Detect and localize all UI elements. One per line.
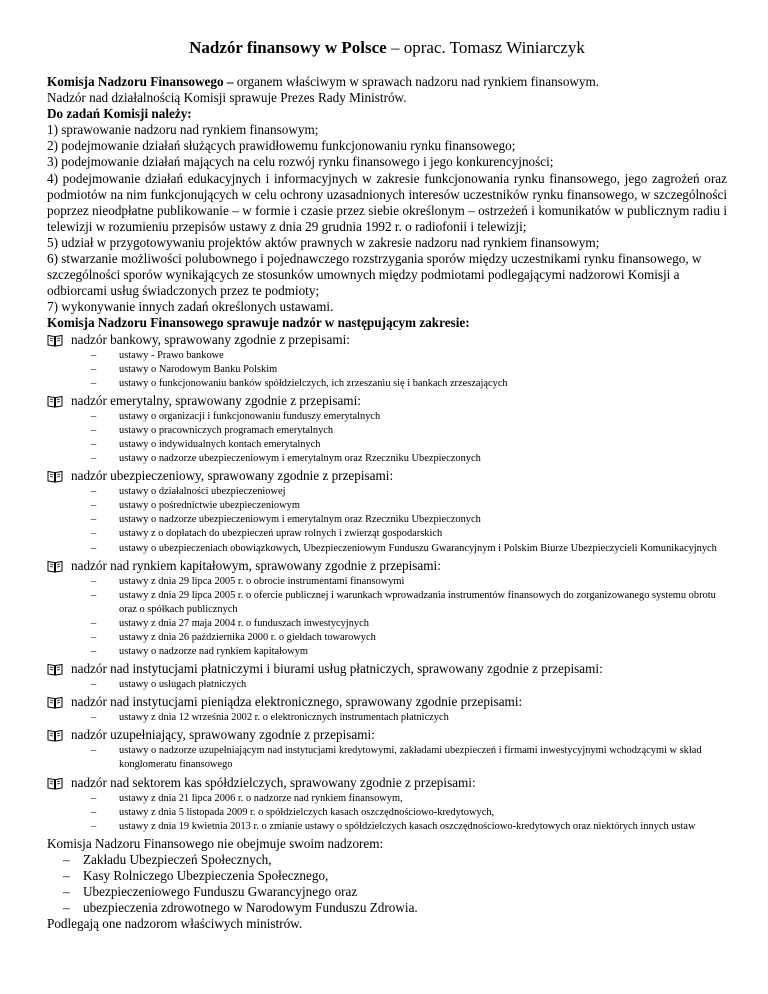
dash-bullet: – (91, 589, 97, 601)
page-title (47, 38, 727, 58)
dash-bullet: – (91, 632, 97, 643)
statute-text: ustawy o indywidualnych kontach emerytalnych (119, 438, 321, 450)
category-label: nadzór emerytalny, sprawowany zgodnie z przepisami: (71, 392, 361, 408)
statute-item (47, 499, 727, 513)
supervision-category (47, 558, 727, 660)
statute-item (47, 744, 727, 772)
exclusions-list (47, 852, 727, 916)
dash-bullet: – (91, 363, 97, 375)
statute-text: ustawy o nadzorze ubezpieczeniowym i emerytalnym oraz Rzeczniku Ubezpieczonych (119, 514, 481, 526)
statute-item (47, 678, 727, 692)
statute-list (47, 792, 727, 834)
category-heading (47, 727, 727, 743)
book-icon (47, 777, 63, 790)
statute-text: ustawy z dnia 19 kwietnia 2013 r. o zmianie ustawy o spółdzielczych kasach oszczędnościowo-kredytowych oraz niektórych innych ustaw (119, 820, 696, 832)
statute-text: ustawy z dnia 29 lipca 2005 r. o ofercie publicznej i warunkach wprowadzania instrumentów finansowych do zorganizowanego systemu obrotu oraz o spółkach publicznych (119, 589, 716, 615)
supervision-category (47, 694, 727, 725)
statute-text: ustawy o funkcjonowaniu banków spółdzielczych, ich zrzeszaniu się i bankach zrzeszających (119, 377, 508, 389)
statute-text: ustawy z dnia 12 września 2002 r. o elektronicznych instrumentach płatniczych (119, 712, 449, 724)
dash-bullet: – (91, 617, 97, 629)
task-item: 2) podejmowanie działań służących prawidłowemu funkcjonowaniu rynku finansowego; (47, 138, 516, 154)
title-author: – oprac. Tomasz Winiarczyk (386, 38, 585, 57)
statute-item (47, 575, 727, 589)
category-heading (47, 775, 727, 791)
book-icon (47, 470, 63, 483)
statute-list (47, 410, 727, 466)
supervision-category (47, 332, 727, 391)
dash-bullet: – (91, 792, 97, 804)
statute-text: ustawy z dnia 21 lipca 2006 r. o nadzorze nad rynkiem finansowym, (119, 792, 403, 804)
statute-text: ustawy o nadzorze uzupełniającym nad instytucjami kredytowymi, zakładami ubezpieczeń i firmami inwestycyjnymi wchodzącymi w skład konglomeratu finansowego (119, 745, 702, 771)
title-main: Nadzór finansowy w Polsce (189, 38, 387, 57)
statute-text: ustawy o pracowniczych programach emerytalnych (119, 424, 334, 436)
dash-bullet: – (91, 514, 97, 526)
statute-text: ustawy o pośrednictwie ubezpieczeniowym (119, 500, 300, 512)
exclusion-text: Ubezpieczeniowego Funduszu Gwarancyjnego oraz (83, 884, 358, 900)
category-label: nadzór nad sektorem kas spółdzielczych, sprawowany zgodnie z przepisami: (71, 774, 476, 790)
dash-bullet: – (91, 820, 97, 832)
statute-item (47, 527, 727, 541)
dash-bullet: – (91, 453, 97, 465)
supervision-category (47, 393, 727, 466)
book-icon (47, 729, 63, 742)
exclusions-heading: Komisja Nadzoru Finansowego nie obejmuje swoim nadzorem: (47, 835, 384, 851)
dash-bullet: – (91, 806, 97, 818)
exclusion-item (47, 868, 727, 884)
statute-text: ustawy z dnia 29 lipca 2005 r. o obrocie instrumentami finansowymi (119, 575, 405, 587)
statute-text: ustawy o ubezpieczeniach obowiązkowych, Ubezpieczeniowym Funduszu Gwarancyjnym i Polskim Biurze Ubezpieczycieli Komunikacyjnych (119, 542, 717, 554)
statute-item (47, 410, 727, 424)
statute-text: ustawy o działalności ubezpieczeniowej (119, 486, 286, 498)
dash-bullet: – (91, 438, 97, 450)
category-label: nadzór bankowy, sprawowany zgodnie z przepisami: (71, 331, 350, 347)
dash-bullet: – (91, 349, 97, 361)
dash-bullet: – (91, 575, 97, 587)
statute-item (47, 820, 727, 834)
dash-bullet: – (91, 377, 97, 389)
scope-heading: Komisja Nadzoru Finansowego sprawuje nadzór w następującym zakresie: (47, 315, 470, 331)
category-heading (47, 694, 727, 710)
statute-text: ustawy - Prawo bankowe (119, 349, 224, 361)
exclusion-text: Zakładu Ubezpieczeń Społecznych, (83, 851, 272, 867)
statute-text: ustawy o nadzorze ubezpieczeniowym i emerytalnym oraz Rzeczniku Ubezpieczonych (119, 453, 481, 465)
knf-term: Komisja Nadzoru Finansowego – (47, 74, 234, 89)
statute-list (47, 678, 727, 692)
dash-bullet: – (91, 410, 97, 422)
statute-list (47, 349, 727, 391)
statute-text: ustawy z o dopłatach do ubezpieczeń upraw rolnych i zwierząt gospodarskich (119, 528, 443, 540)
statute-item (47, 631, 727, 645)
statute-item (47, 617, 727, 631)
book-icon (47, 663, 63, 676)
exclusions-footer: Podlegają one nadzorom właściwych ministrów. (47, 916, 303, 932)
category-heading (47, 468, 727, 484)
task-item: 3) podejmowanie działań mających na celu rozwój rynku finansowego i jego konkurencyjności; (47, 154, 554, 170)
task-item: 1) sprawowanie nadzoru nad rynkiem finansowym; (47, 122, 319, 138)
exclusion-text: Kasy Rolniczego Ubezpieczenia Społecznego, (83, 868, 329, 884)
dash-bullet: – (91, 712, 97, 724)
statute-text: ustawy o Narodowym Banku Polskim (119, 363, 278, 375)
statute-item (47, 792, 727, 806)
supervision-category (47, 468, 727, 555)
task-item: 7) wykonywanie innych zadań określonych ustawami. (47, 299, 334, 315)
task-item: 5) udział w przygotowywaniu projektów aktów prawnych w zakresie nadzoru nad rynkiem finansowym; (47, 234, 600, 250)
book-icon (47, 696, 63, 709)
category-label: nadzór nad instytucjami pieniądza elektronicznego, sprawowany zgodnie przepisami: (71, 694, 523, 710)
dash-bullet: – (63, 868, 70, 884)
statute-item (47, 438, 727, 452)
statute-list (47, 485, 727, 555)
statute-item (47, 363, 727, 377)
knf-definition (47, 74, 727, 90)
statute-text: ustawy z dnia 5 listopada 2009 r. o spółdzielczych kasach oszczędnościowo-kredytowych, (119, 806, 495, 818)
knf-description: organem właściwym w sprawach nadzoru nad rynkiem finansowym. (233, 74, 600, 89)
supervision-category (47, 661, 727, 692)
statute-text: ustawy z dnia 27 maja 2004 r. o funduszach inwestycyjnych (119, 617, 369, 629)
document-page (47, 38, 727, 932)
task-item: 4) podejmowanie działań edukacyjnych i informacyjnych w zakresie funkcjonowania rynku finansowego, jego zagrożeń oraz podmiotów na nim funkcjonujących w celu ochrony uzasadnionych interesów uczestników rynku finansowego, w szczególności poprzez nieodpłatne publikowanie – w formie i czasie przez siebie określonym – ostrzeżeń i komunikatów w publicznym radiu i telewizji w rozumieniu przepisów ustawy z dnia 29 grudnia 1992 r. o radiofonii i telewizji; (47, 170, 727, 234)
category-label: nadzór nad rynkiem kapitałowym, sprawowany zgodnie z przepisami: (71, 557, 441, 573)
dash-bullet: – (63, 851, 70, 867)
dash-bullet: – (63, 884, 70, 900)
exclusion-item (47, 884, 727, 900)
category-heading (47, 393, 727, 409)
dash-bullet: – (91, 500, 97, 512)
category-label: nadzór ubezpieczeniowy, sprawowany zgodnie z przepisami: (71, 468, 394, 484)
statute-item (47, 485, 727, 499)
statute-list (47, 744, 727, 772)
supervision-category (47, 727, 727, 772)
book-icon (47, 334, 63, 347)
statute-item (47, 589, 727, 617)
statute-item (47, 542, 727, 556)
statute-item (47, 513, 727, 527)
category-label: nadzór nad instytucjami płatniczymi i biurami usług płatniczych, sprawowany zgodnie z przepisami: (71, 661, 603, 677)
statute-list (47, 575, 727, 660)
statute-item (47, 377, 727, 391)
tasks-list (47, 122, 727, 315)
statute-item (47, 645, 727, 659)
statute-item (47, 711, 727, 725)
statute-item (47, 424, 727, 438)
statute-item (47, 806, 727, 820)
category-heading (47, 558, 727, 574)
task-item: 6) stwarzanie możliwości polubownego i pojednawczego rozstrzygania sporów między uczestnikami rynku finansowego, w szczególności sporów wynikających ze stosunków umownych między podmiotami podlegającymi nadzorowi Komisji a odbiorcami usług świadczonych przez te podmioty; (47, 251, 702, 299)
statute-text: ustawy o usługach płatniczych (119, 679, 247, 691)
statute-text: ustawy z dnia 26 października 2000 r. o giełdach towarowych (119, 632, 376, 643)
book-icon (47, 560, 63, 573)
statute-text: ustawy o organizacji i funkcjonowaniu funduszy emerytalnych (119, 410, 381, 422)
supervision-category (47, 775, 727, 834)
statute-item (47, 452, 727, 466)
exclusion-text: ubezpieczenia zdrowotnego w Narodowym Funduszu Zdrowia. (83, 900, 418, 916)
dash-bullet: – (91, 745, 97, 757)
book-icon (47, 395, 63, 408)
statute-text: ustawy o nadzorze nad rynkiem kapitałowym (119, 646, 308, 658)
dash-bullet: – (91, 646, 97, 658)
dash-bullet: – (91, 528, 97, 540)
category-label: nadzór uzupełniający, sprawowany zgodnie z przepisami: (71, 727, 375, 743)
category-heading (47, 332, 727, 348)
supervision-categories (47, 332, 727, 834)
category-heading (47, 661, 727, 677)
dash-bullet: – (63, 900, 70, 916)
dash-bullet: – (91, 679, 97, 691)
tasks-heading: Do zadań Komisji należy: (47, 106, 192, 122)
statute-item (47, 349, 727, 363)
dash-bullet: – (91, 424, 97, 436)
exclusion-item (47, 900, 727, 916)
oversight-text: Nadzór nad działalnością Komisji sprawuje Prezes Rady Ministrów. (47, 90, 407, 106)
statute-list (47, 711, 727, 725)
exclusion-item (47, 852, 727, 868)
dash-bullet: – (91, 542, 97, 554)
dash-bullet: – (91, 486, 97, 498)
